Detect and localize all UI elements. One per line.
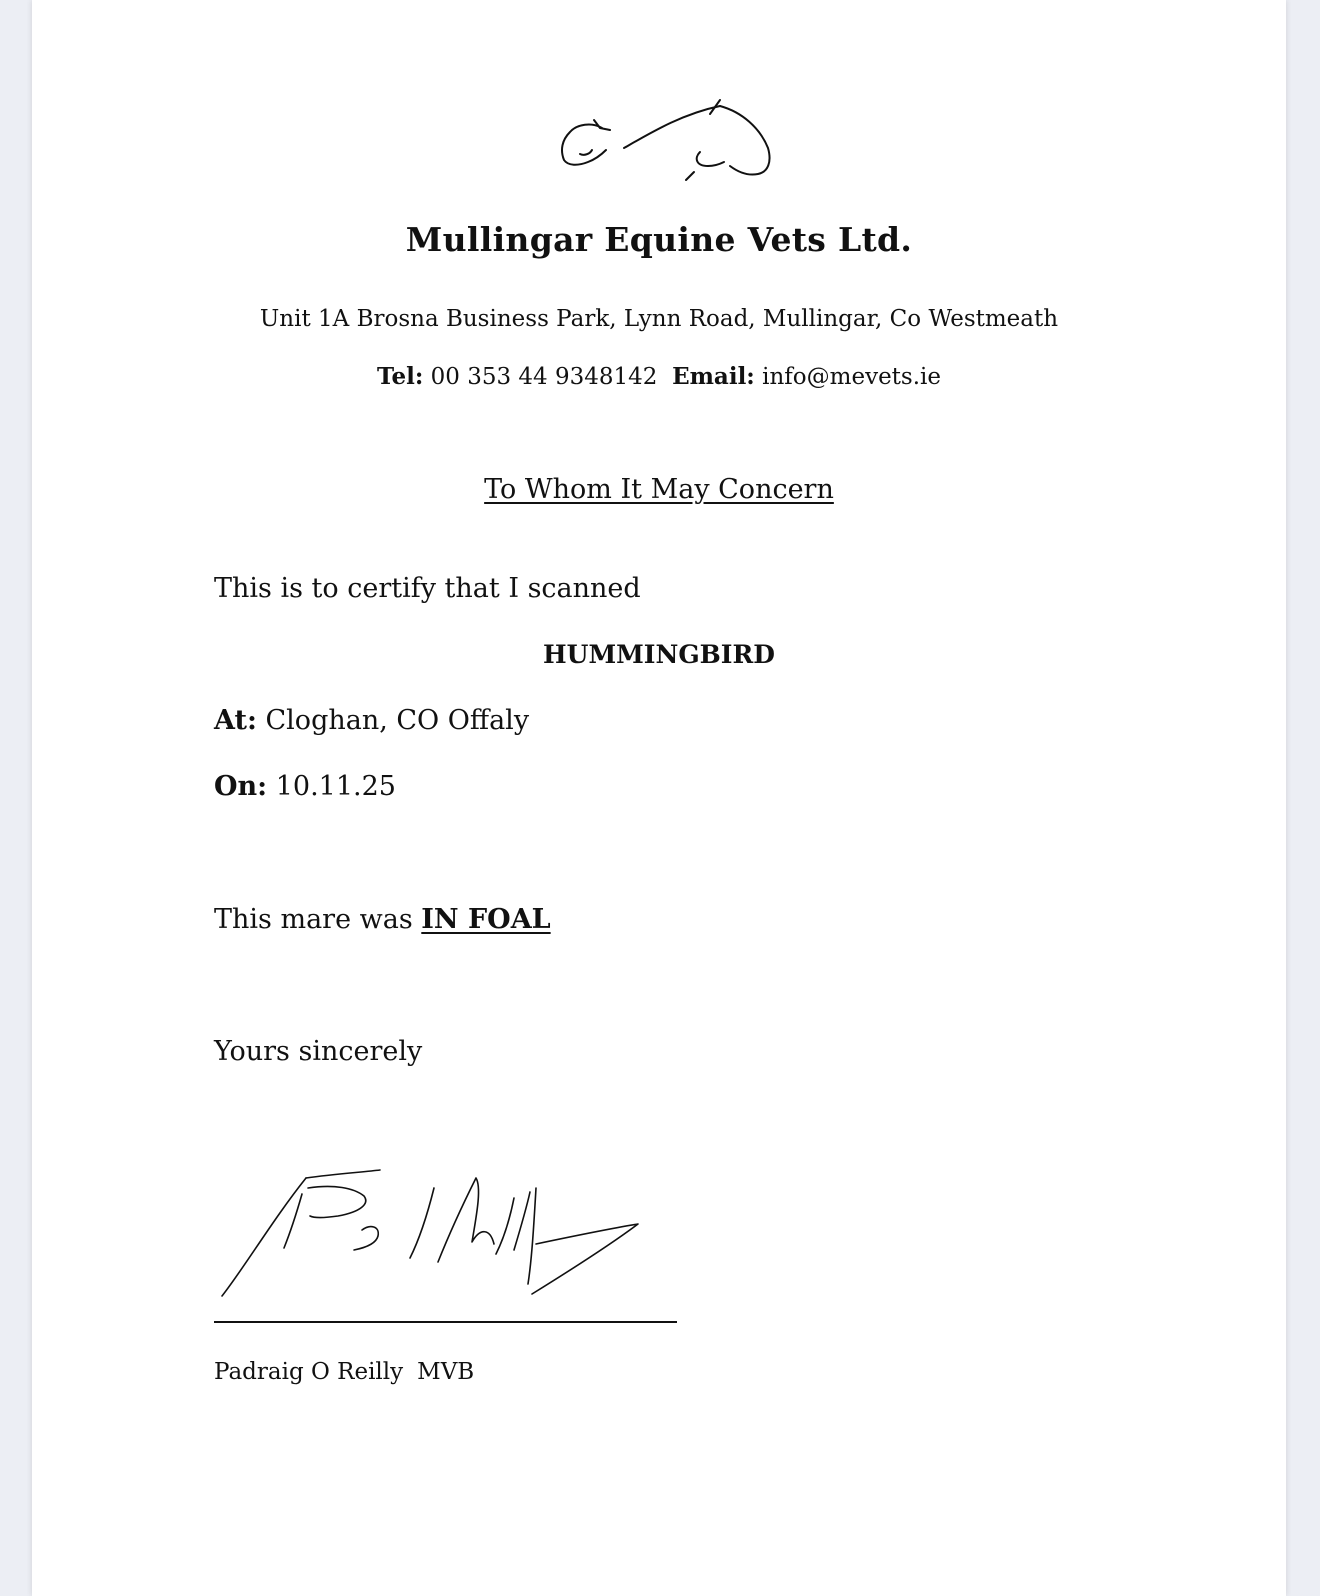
handwritten-signature-icon [214, 1158, 694, 1308]
mare-text: This mare was [214, 904, 413, 935]
tel-value: 00 353 44 9348142 [430, 364, 658, 390]
salutation-text: To Whom It May Concern [484, 474, 834, 505]
horse-heads-logo-icon [532, 92, 792, 192]
horse-name: HUMMINGBIRD [543, 640, 775, 669]
on-label: On: [214, 771, 268, 802]
email-value: info@mevets.ie [762, 364, 942, 390]
at-value: Cloghan, CO Offaly [265, 705, 530, 736]
signer-name: Padraig O Reilly [214, 1359, 404, 1385]
signer-qualification: MVB [417, 1359, 475, 1385]
signer-line [214, 1359, 474, 1385]
company-name: Mullingar Equine Vets Ltd. [405, 220, 913, 259]
closing-text: Yours sincerely [214, 1036, 423, 1067]
company-address: Unit 1A Brosna Business Park, Lynn Road, Mullingar, Co Westmeath [259, 306, 1059, 332]
signature-line [214, 1321, 677, 1323]
date-line [214, 771, 396, 802]
at-label: At: [214, 705, 257, 736]
tel-label: Tel: [376, 363, 424, 390]
certify-text: This is to certify that I scanned [214, 573, 641, 604]
contact-line [32, 363, 1286, 390]
document-page [32, 0, 1286, 1596]
email-label: Email: [672, 363, 755, 390]
result-line [214, 904, 551, 935]
location-line [214, 705, 529, 736]
scan-result: IN FOAL [421, 904, 551, 935]
salutation-heading [32, 474, 1286, 505]
on-value: 10.11.25 [275, 771, 396, 802]
